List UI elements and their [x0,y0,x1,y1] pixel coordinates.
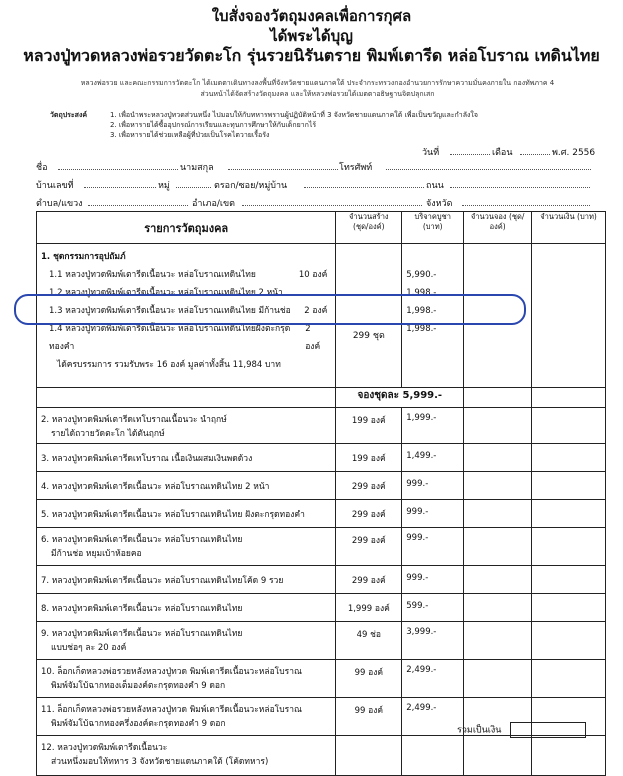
table-row [37,444,606,472]
table-row [37,622,606,660]
amulet-title: หลวงปู่ทวดหลวงพ่อรวยวัดตะโก รุ่นรวยนิรันตราย พิมพ์เตารีด หล่อโบราณ เทดินไทย [23,46,600,65]
item-name: 2. หลวงปู่ทวดพิมพ์เตารีดเทโบราณเนื้อนวะ นำฤกษ์ [41,415,227,425]
money-cell[interactable] [532,388,606,408]
money-cell[interactable] [532,472,606,500]
set1-title: 1. ชุดกรรมการอุปถัมภ์ [41,252,126,262]
item-name: 4. หลวงปู่ทวดพิมพ์เตารีดเนื้อนวะ หล่อโบราณเทดินไทย 2 หน้า [41,482,270,492]
item-price: 999.- [402,528,464,566]
surname-field[interactable] [228,160,338,170]
table-row [37,500,606,528]
road-field[interactable] [450,178,590,188]
objective-item: 2. เพื่อหารายได้ซื้ออุปกรณ์การเรียนและทุนการศึกษาให้กับเด็กยากไร้ [110,121,317,129]
day-field[interactable] [450,145,490,155]
reserve-cell[interactable] [464,444,532,472]
money-cell[interactable] [532,594,606,622]
item-price: 1,999.- [402,408,464,444]
item-made: 299 องค์ [336,528,402,566]
set1-summary: ได้ครบรรมการ รวมรับพระ 16 องค์ มูลค่าทั้งสิ้น 11,984 บาท [57,360,281,370]
phone-label: โทรศัพท์ [339,163,373,173]
item-name: 8. หลวงปู่ทวดพิมพ์เตารีดเนื้อนวะ หล่อโบราณเทดินไทย [41,604,243,614]
money-cell[interactable] [532,444,606,472]
money-cell[interactable] [532,622,606,660]
form-title: ใบสั่งจองวัตถุมงคลเพื่อการกุศล [211,7,412,25]
item-price: 2,499.- [402,660,464,698]
month-label: เดือน [492,148,513,158]
sub-price: 1,998.- [406,324,437,334]
header-donation: บริจาคบูชา (บาท) [402,212,464,244]
sub-item [41,266,331,284]
reserve-cell[interactable] [464,500,532,528]
item-made: 299 องค์ [336,500,402,528]
item-made: 299 องค์ [336,472,402,500]
soi-field[interactable] [304,178,424,188]
soi-label: ตรอก/ซอย/หมู่บ้าน [214,181,288,191]
house-no-label: บ้านเลขที่ [36,181,74,191]
item-name: 6. หลวงปู่ทวดพิมพ์เตารีดเนื้อนวะ หล่อโบราณเทดินไทย [41,535,243,545]
objective-item: 3. เพื่อหารายได้ช่วยเหลือผู้ที่ป่วยเป็นโรคไตวายเรื้อรัง [110,131,270,139]
total-label: รวมเป็นเงิน [457,725,502,736]
intro-line-2: ส่วนหน้าได้จัดสร้างวัตถุมงคล และให้หลวงพ่อรวยได้เมตตาอธิษฐานจิตปลุกเสก [200,90,435,98]
money-cell[interactable] [532,244,606,388]
name-label: ชื่อ [36,163,48,173]
item-name: 12. หลวงปู่ทวดพิมพ์เตารีดเนื้อนวะ [41,743,168,753]
item-name: 7. หลวงปู่ทวดพิมพ์เตารีดเนื้อนวะ หล่อโบราณเทดินไทยโค้ด 9 รวย [41,576,284,586]
table-row [37,528,606,566]
sub-price: 1,998.- [406,306,437,316]
table-row [37,566,606,594]
item-detail: พิมพ์จัมโบ้ฉากทองครึ่งองค์ตะกรุดทองคำ 9 ดอก [51,719,226,729]
phone-field[interactable] [386,160,591,170]
item-price: 999.- [402,566,464,594]
year-label: พ.ศ. 2556 [552,148,596,158]
total-field[interactable] [510,722,586,738]
sub-item-name: 1.2 หลวงปู่ทวดพิมพ์เตารีดเนื้อนวะ หล่อโบราณเทดินไทย 2 หน้า [49,288,283,298]
item-name: 3. หลวงปู่ทวดพิมพ์เตารีดเทโบราณ เนื้อเงินผสมเงินพดด้วง [41,454,253,464]
highlight-circle [14,294,526,325]
form-subtitle: ได้พระได้บุญ [270,27,353,45]
item-price: 999.- [402,472,464,500]
reserve-cell[interactable] [464,472,532,500]
reserve-cell[interactable] [464,528,532,566]
sub-item-name: 1.3 หลวงปู่ทวดพิมพ์เตารีดเนื้อนวะ หล่อโบราณเทดินไทย มีก้านช่อ [49,306,291,316]
item-made: 99 องค์ [336,660,402,698]
item-price: 599.- [402,594,464,622]
district-field[interactable] [242,196,422,206]
subdistrict-label: ตำบล/แขวง [36,199,83,209]
table-row [37,736,606,776]
reserve-cell[interactable] [464,566,532,594]
set1-made: 299 ชุด [336,244,402,388]
header-reserve: จำนวนจอง (ชุด/องค์) [464,212,532,244]
money-cell[interactable] [532,736,606,776]
set1-reserve-price: จองชุดละ 5,999.- [336,388,464,408]
reserve-cell[interactable] [464,736,532,776]
sub-item-name: 1.4 หลวงปู่ทวดพิมพ์เตารีดเนื้อนวะ หล่อโบราณเทดินไทยฝังตะกรุดทองคำ [49,324,291,352]
sub-item-qty: 2 องค์ [305,324,321,352]
table-row [37,472,606,500]
item-price: 3,999.- [402,622,464,660]
reserve-cell[interactable] [464,408,532,444]
sub-item-qty: 2 องค์ [304,306,328,316]
header-made: จำนวนสร้าง (ชุด/องค์) [336,212,402,244]
intro-line-1: หลวงพ่อรวย และคณะกรรมการวัดตะโก ได้เมตตาเดินทางลงพื้นที่จังหวัดชายแดนภาคใต้ ประจำกระทรวงกองอำนวยการรักษาความมั่นคงภายใน กองทัพภาค 4 [80,79,555,87]
table-row [37,594,606,622]
item-made: 49 ช่อ [336,622,402,660]
intro-text [40,78,595,100]
table-row [37,408,606,444]
sub-price: 1,998.- [406,288,437,298]
table-header [37,212,606,244]
objective-item: 1. เพื่อนำพระหลวงปู่ทวดส่วนหนึ่ง ไปมอบให้กับทหารพรานผู้ปฏิบัติหน้าที่ 3 จังหวัดชายแดนภาคใต้ เพื่อเป็นขวัญและกำลังใจ [110,111,478,119]
table-row [37,660,606,698]
item-price: 2,499.- [402,698,464,736]
money-cell[interactable] [532,500,606,528]
road-label: ถนน [426,181,444,191]
item-made: 99 องค์ [336,698,402,736]
name-field[interactable] [58,160,178,170]
house-no-field[interactable] [84,178,156,188]
sub-item-name: 1.1 หลวงปู่ทวดพิมพ์เตารีดเนื้อนวะ หล่อโบราณเทดินไทย [49,270,256,280]
header-money: จำนวนเงิน (บาท) [532,212,606,244]
table-row-set1-price [37,388,606,408]
item-price [402,736,464,776]
district-label: อำเภอ/เขต [192,199,235,209]
subdistrict-field[interactable] [88,196,188,206]
objective-label: วัตถุประสงค์ [50,111,88,119]
item-made: 299 องค์ [336,566,402,594]
item-made: 199 องค์ [336,444,402,472]
header-item: รายการวัตถุมงคล [37,212,336,244]
item-made [336,736,402,776]
item-made: 199 องค์ [336,408,402,444]
reserve-cell[interactable] [464,660,532,698]
item-detail: ส่วนหนึ่งมอบให้ทหาร 3 จังหวัดชายแดนภาคใต้ (โค้ดทหาร) [51,757,269,767]
reserve-cell[interactable] [464,388,532,408]
surname-label: นามสกุล [180,163,214,173]
sub-item [41,320,331,356]
item-detail: รายได้ถวายวัดตะโก ได้ตันฤกษ์ [51,429,165,439]
item-detail: แบบช่อๆ ละ 20 องค์ [51,643,127,653]
money-cell[interactable] [532,408,606,444]
item-name: 10. ล็อกเก็ตหลวงพ่อรวยหลังหลวงปู่ทวด พิมพ์เตารีดเนื้อนวะหล่อโบราณ [41,667,302,677]
reserve-cell[interactable] [464,622,532,660]
moo-label: หมู่ [158,181,170,191]
item-detail: พิมพ์จัมโบ้ฉากทองเต็มองค์ตะกรุดทองคำ 9 ดอก [51,681,226,691]
day-label: วันที่ [422,148,440,158]
reserve-cell[interactable] [464,594,532,622]
item-price: 999.- [402,500,464,528]
sub-price: 5,990.- [406,270,437,280]
money-cell[interactable] [532,660,606,698]
province-field[interactable] [462,196,590,206]
item-detail: มีก้านช่อ หยุมเบ้าห้อยคอ [51,549,142,559]
sub-item-qty: 10 องค์ [298,270,328,280]
province-label: จังหวัด [426,199,453,209]
money-cell[interactable] [532,528,606,566]
total-row [457,722,586,738]
item-name: 11. ล็อกเก็ตหลวงพ่อรวยหลังหลวงปู่ทวด พิมพ์เตารีดเนื้อนวะหล่อโบราณ [41,705,302,715]
item-name: 9. หลวงปู่ทวดพิมพ์เตารีดเนื้อนวะ หล่อโบราณเทดินไทย [41,629,243,639]
item-made: 1,999 องค์ [336,594,402,622]
item-name: 5. หลวงปู่ทวดพิมพ์เตารีดเนื้อนวะ หล่อโบราณเทดินไทย ฝังตะกรุดทองคำ [41,510,305,520]
item-price: 1,499.- [402,444,464,472]
money-cell[interactable] [532,566,606,594]
moo-field[interactable] [176,178,211,188]
month-field[interactable] [520,145,550,155]
